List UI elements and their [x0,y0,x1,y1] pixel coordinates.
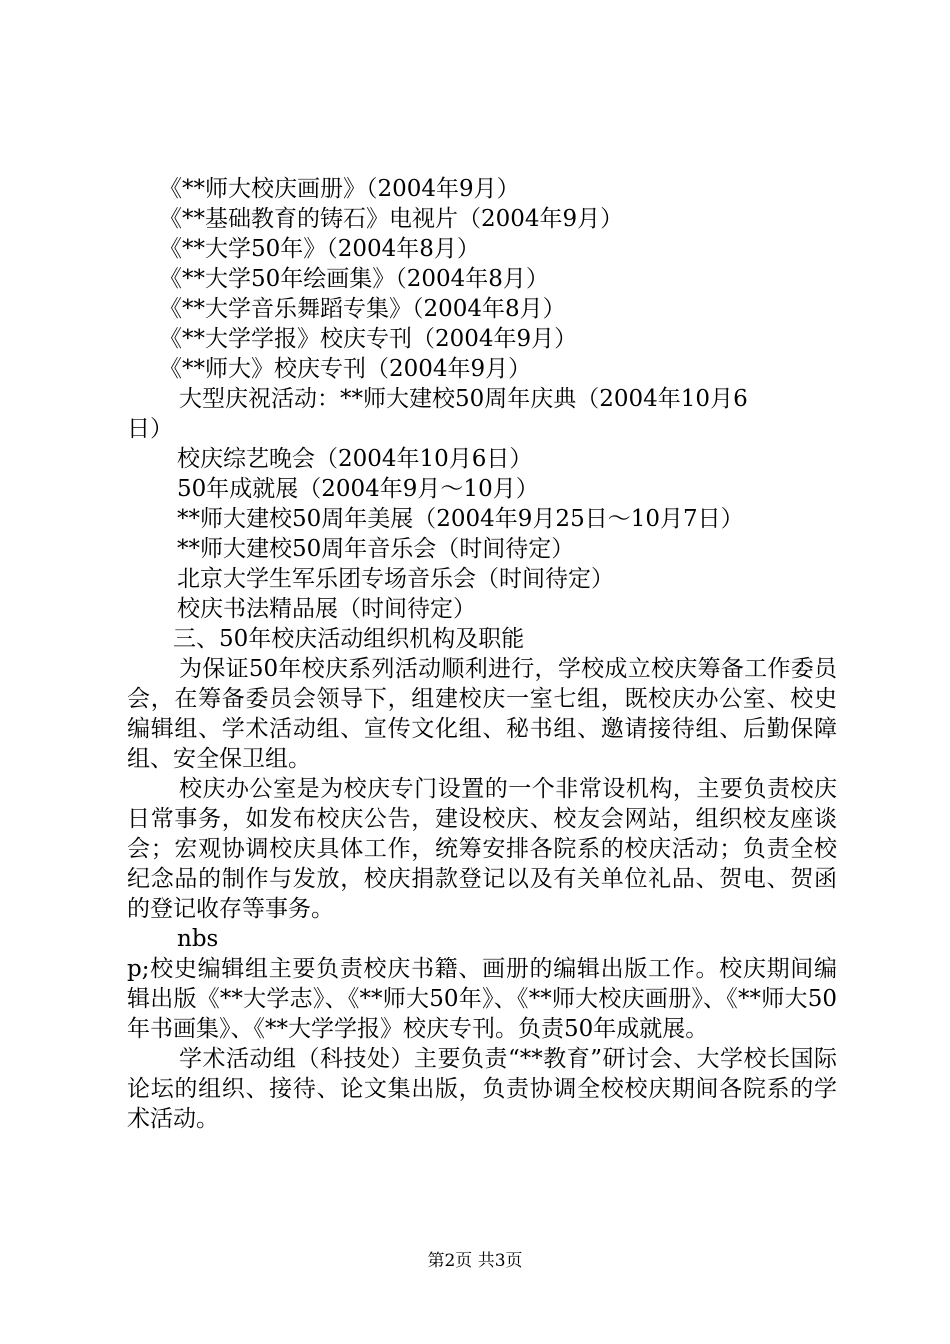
list-item: 校庆书法精品展（时间待定） [177,596,476,622]
celebration-line: 大型庆祝活动：**师大建校50周年庆典（2004年10月6 [179,386,748,412]
list-item: **师大建校50周年美展（2004年9月25日～10月7日） [177,506,744,532]
celebration-line-continued: 日） [127,416,173,442]
event-list [127,444,837,624]
list-item: 《**师大校庆画册》（2004年9月） [159,176,520,202]
list-item: 校庆综艺晚会（2004年10月6日） [177,446,533,472]
paragraph-academic: 学术活动组（科技处）主要负责“**教育”研讨会、大学校长国际论坛的组织、接待、论文集出版，负责协调全校校庆期间各院系的学术活动。 [127,1046,837,1132]
paragraph-history: p;校史编辑组主要负责校庆书籍、画册的编辑出版工作。校庆期间编辑出版《**大学志》、《**师大50年》、《**师大校庆画册》、《**师大50年书画集》、《**大学学报》校庆专刊。负责50年成就展。 [127,956,837,1042]
list-item: **师大建校50周年音乐会（时间待定） [177,536,575,562]
list-item: 《**基础教育的铸石》电视片（2004年9月） [159,206,624,232]
list-item: 《**师大》校庆专刊（2004年9月） [159,356,532,382]
list-item: 50年成就展（2004年9月～10月） [177,476,539,502]
stray-text: nbs [177,926,219,952]
list-item: 北京大学生军乐团专场音乐会（时间待定） [177,566,614,592]
paragraph-committee: 为保证50年校庆系列活动顺利进行，学校成立校庆筹备工作委员会，在筹备委员会领导下，组建校庆一室七组，既校庆办公室、校史编辑组、学术活动组、宣传文化组、秘书组、邀请接待组、后勤保障组、安全保卫组。 [127,656,837,772]
section-heading: 三、50年校庆活动组织机构及职能 [173,626,525,652]
paragraph-office: 校庆办公室是为校庆专门设置的一个非常设机构，主要负责校庆日常事务，如发布校庆公告，建设校庆、校友会网站，组织校友座谈会；宏观协调校庆具体工作，统筹安排各院系的校庆活动；负责全校纪念品的制作与发放，校庆捐款登记以及有关单位礼品、贺电、贺函的登记收存等事务。 [127,776,837,922]
list-item: 《**大学50年》（2004年8月） [159,236,480,262]
page-footer: 第2页 共3页 [427,1251,523,1271]
document-body [127,174,837,1134]
list-item: 《**大学音乐舞蹈专集》（2004年8月） [159,296,566,322]
list-item: 《**大学50年绘画集》（2004年8月） [159,266,549,292]
list-item: 《**大学学报》校庆专刊（2004年9月） [159,326,578,352]
publication-list [127,174,837,384]
